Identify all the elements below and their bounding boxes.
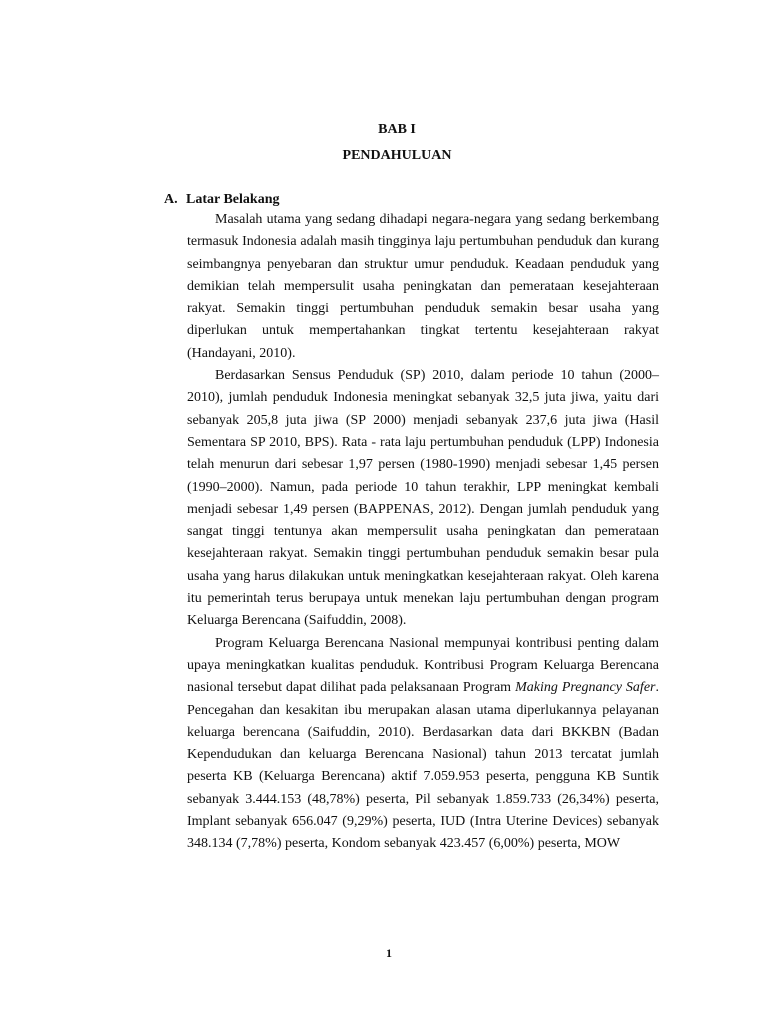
body-text (187, 209, 659, 856)
paragraph: Berdasarkan Sensus Penduduk (SP) 2010, dalam periode 10 tahun (2000–2010), jumlah penduduk Indonesia meningkat sebanyak 32,5 juta jiwa, yaitu dari sebanyak 205,8 juta jiwa (SP 2000) menjadi sebanyak 237,6 juta jiwa (Hasil Sementara SP 2010, BPS). Rata - rata laju pertumbuhan penduduk (LPP) Indonesia telah menurun dari sebesar 1,97 persen (1980-1990) menjadi sebesar 1,45 persen (1990–2000). Namun, pada periode 10 tahun terakhir, LPP meningkat kembali menjadi sebesar 1,49 persen (BAPPENAS, 2012). Dengan jumlah penduduk yang sangat tinggi tentunya akan mempersulit usaha peningkatan dan pemerataan kesejahteraan rakyat. Semakin tinggi pertumbuhan penduduk semakin besar pula usaha yang harus dilakukan untuk meningkatkan kesejahteraan rakyat. Oleh karena itu pemerintah terus berupaya untuk menekan laju pertumbuhan dengan program Keluarga Berencana (Saifuddin, 2008). (187, 368, 659, 629)
paragraph: Masalah utama yang sedang dihadapi negara-negara yang sedang berkembang termasuk Indonesia adalah masih tingginya laju pertumbuhan penduduk dan kurang seimbangnya penyebaran dan struktur umur penduduk. Keadaan penduduk yang demikian telah mempersulit usaha peningkatan dan pemerataan kesejahteraan rakyat. Semakin tinggi pertumbuhan penduduk semakin besar usaha yang diperlukan untuk mempertahankan tingkat tertentu kesejahteraan rakyat (Handayani, 2010). (187, 212, 659, 361)
section-title: Latar Belakang (186, 192, 280, 207)
paragraph-text: Program Keluarga Berencana Nasional mempunyai kontribusi penting dalam upaya meningkatkan kualitas penduduk. Kontribusi Program Keluarga Berencana nasional tersebut dapat dilihat pada pelaksanaan Program (187, 635, 659, 696)
program-name-italic: Making Pregnancy Safer (515, 680, 656, 696)
paragraph (187, 633, 659, 856)
paragraph-text: . Pencegahan dan kesakitan ibu merupakan alasan utama diperlukannya pelayanan keluarga berencana (Saifuddin, 2010). Berdasarkan data dari BKKBN (Badan Kependudukan dan keluarga Berencana Nasional) tahun 2013 tercatat jumlah peserta KB (Keluarga Berencana) aktif 7.059.953 peserta, pengguna KB Suntik sebanyak 3.444.153 (48,78%) peserta, Pil sebanyak 1.859.733 (26,34%) peserta, Implant sebanyak 656.047 (9,29%) peserta, IUD (Intra Uterine Devices) sebanyak 348.134 (7,78%) peserta, Kondom sebanyak 423.457 (6,00%) peserta, MOW (187, 680, 659, 852)
page-number: 1 (386, 946, 392, 960)
section-letter: A. (164, 192, 178, 207)
section-heading (164, 191, 279, 209)
chapter-title: PENDAHULUAN (342, 148, 452, 163)
chapter-number: BAB I (378, 122, 416, 137)
